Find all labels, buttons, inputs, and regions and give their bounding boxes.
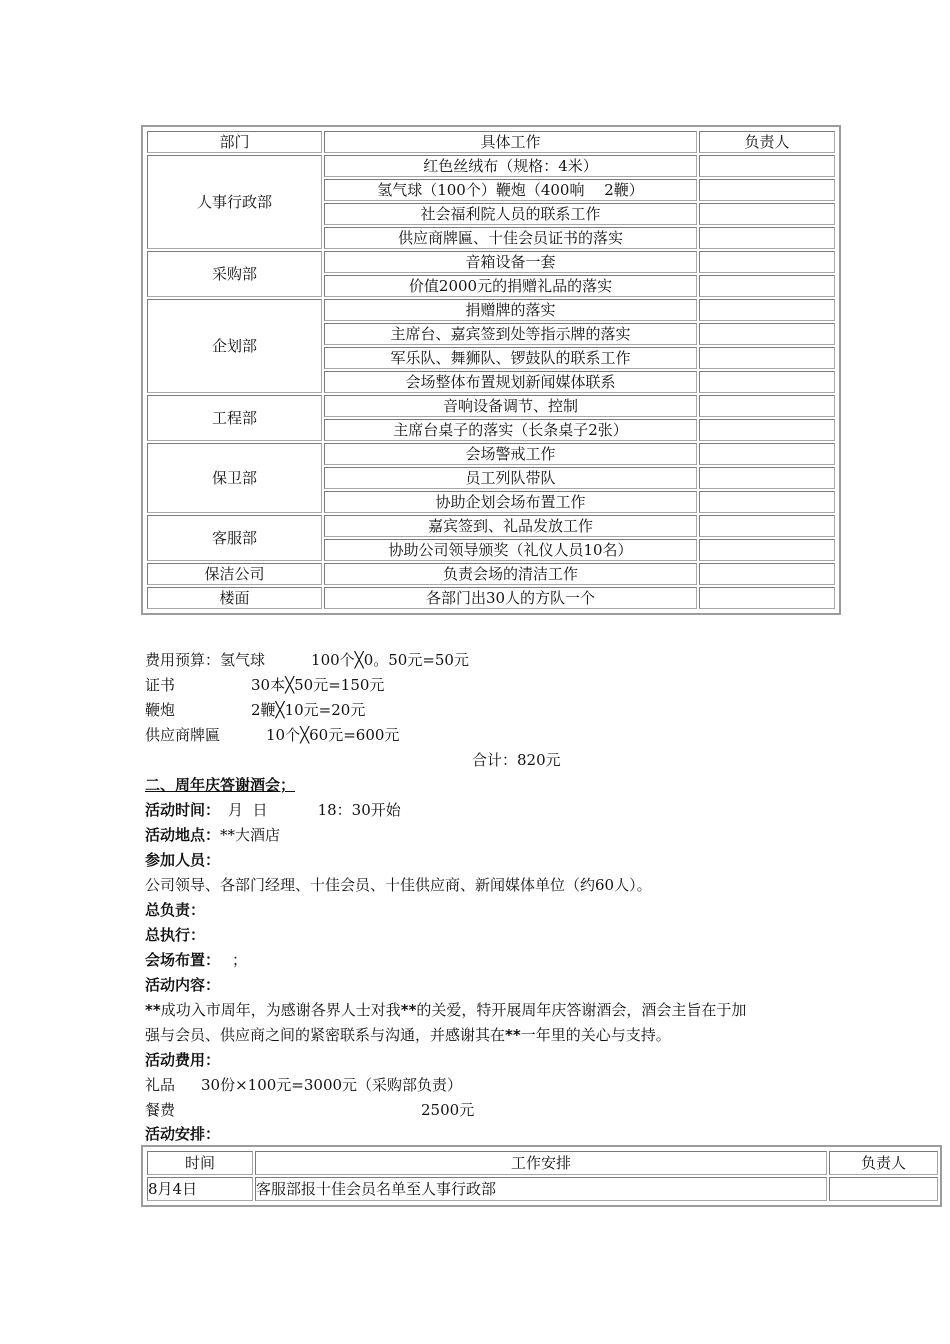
stars: **	[400, 1001, 417, 1019]
task-cell: 音响设备调节、控制	[324, 395, 697, 417]
activity-place-label: 活动地点：	[145, 826, 221, 844]
row-time: 8月4日	[147, 1177, 253, 1201]
department-task-table	[141, 125, 841, 615]
table-row	[147, 515, 835, 537]
budget-label: 费用预算：	[145, 651, 221, 669]
chief-label: 总负责：	[145, 901, 206, 919]
owner-cell	[699, 275, 835, 297]
header-department: 部门	[147, 131, 322, 153]
header-arrangement: 工作安排	[255, 1151, 827, 1175]
owner-cell	[699, 227, 835, 249]
activity-place	[145, 825, 280, 845]
owner-cell	[699, 563, 835, 585]
content-text: 强与会员、供应商之间的紧密联系与沟通，并感谢其在	[145, 1026, 506, 1044]
task-cell: 协助公司领导颁奖（礼仪人员10名）	[324, 539, 697, 561]
task-cell: 价值2000元的捐赠礼品的落实	[324, 275, 697, 297]
department-cell: 保卫部	[147, 443, 322, 513]
department-cell: 人事行政部	[147, 155, 322, 249]
venue-label: 会场布置：	[145, 951, 221, 969]
owner-cell	[699, 491, 835, 513]
department-cell: 企划部	[147, 299, 322, 393]
task-cell: 会场警戒工作	[324, 443, 697, 465]
content-paragraph-line-1	[145, 1000, 746, 1020]
header-owner: 负责人	[829, 1151, 938, 1175]
owner-cell	[699, 347, 835, 369]
task-cell: 负责会场的清洁工作	[324, 563, 697, 585]
cost-item: 餐费	[145, 1101, 176, 1119]
department-cell: 采购部	[147, 251, 322, 297]
table-row	[147, 251, 835, 273]
owner-cell	[699, 587, 835, 609]
table-row	[147, 395, 835, 417]
budget-calc: 30本╳50元=150元	[251, 676, 385, 694]
budget-item: 证书	[145, 676, 176, 694]
table-row	[147, 587, 835, 609]
stars: **	[145, 1001, 161, 1019]
content-text: 成功入市周年，为感谢各界人士对我	[160, 1001, 401, 1019]
content-text: 一年里的关心与支持。	[520, 1026, 671, 1044]
department-cell: 工程部	[147, 395, 322, 441]
executive-label: 总执行：	[145, 926, 206, 944]
schedule-label: 活动安排：	[145, 1125, 221, 1143]
row-task: 客服部报十佳会员名单至人事行政部	[255, 1177, 827, 1201]
owner-cell	[699, 419, 835, 441]
cost-calc: 2500元	[421, 1101, 475, 1119]
cost-row-meal	[145, 1100, 474, 1120]
budget-item: 供应商牌匾	[145, 726, 221, 744]
budget-line-4	[145, 725, 399, 745]
owner-cell	[699, 179, 835, 201]
budget-calc: 100个╳0。50元=50元	[311, 651, 469, 669]
owner-cell	[699, 443, 835, 465]
participants-value: 公司领导、各部门经理、十佳会员、十佳供应商、新闻媒体单位（约60人）。	[145, 876, 652, 894]
task-cell: 员工列队带队	[324, 467, 697, 489]
task-cell: 各部门出30人的方队一个	[324, 587, 697, 609]
owner-cell	[699, 539, 835, 561]
participants-label: 参加人员：	[145, 851, 221, 869]
budget-item: 鞭炮	[145, 701, 176, 719]
table-row	[147, 1177, 938, 1201]
task-cell: 供应商牌匾、十佳会员证书的落实	[324, 227, 697, 249]
owner-cell	[699, 251, 835, 273]
owner-cell	[699, 203, 835, 225]
owner-cell	[699, 371, 835, 393]
task-cell: 军乐队、舞狮队、锣鼓队的联系工作	[324, 347, 697, 369]
venue-value: ；	[232, 951, 248, 969]
venue-setup	[145, 950, 247, 970]
content-paragraph-line-2	[145, 1025, 671, 1045]
content-label: 活动内容：	[145, 976, 221, 994]
owner-cell	[699, 515, 835, 537]
owner-cell	[699, 323, 835, 345]
budget-line-1	[145, 650, 469, 670]
task-cell: 主席台、嘉宾签到处等指示牌的落实	[324, 323, 697, 345]
owner-cell	[699, 155, 835, 177]
activity-time-date: 月 日	[228, 801, 268, 819]
header-time: 时间	[147, 1151, 253, 1175]
task-cell: 协助企划会场布置工作	[324, 491, 697, 513]
budget-line-2	[145, 675, 384, 695]
stars: **	[505, 1026, 521, 1044]
budget-total: 合计：820元	[472, 751, 561, 769]
section-title: 二、周年庆答谢酒会；	[145, 776, 296, 794]
table-row	[147, 563, 835, 585]
owner-cell	[699, 299, 835, 321]
task-cell: 捐赠牌的落实	[324, 299, 697, 321]
content-text: 的关爱，特开展周年庆答谢酒会，酒会主旨在于加	[416, 1001, 747, 1019]
task-cell: 氢气球（100个）鞭炮（400响 2鞭）	[324, 179, 697, 201]
header-owner: 负责人	[699, 131, 835, 153]
activity-time-label: 活动时间：	[145, 801, 221, 819]
budget-calc: 10个╳60元=600元	[266, 726, 400, 744]
table-row	[147, 443, 835, 465]
table-row	[147, 299, 835, 321]
task-cell: 嘉宾签到、礼品发放工作	[324, 515, 697, 537]
task-cell: 会场整体布置规划新闻媒体联系	[324, 371, 697, 393]
table-row	[147, 155, 835, 177]
budget-item: 氢气球	[220, 651, 266, 669]
task-cell: 主席台桌子的落实（长条桌子2张）	[324, 419, 697, 441]
schedule-table	[141, 1145, 942, 1207]
task-cell: 音箱设备一套	[324, 251, 697, 273]
table-header-row	[147, 1151, 938, 1175]
cost-calc: 30份×100元=3000元（采购部负责）	[201, 1076, 463, 1094]
task-cell: 红色丝绒布（规格：4米）	[324, 155, 697, 177]
cost-item: 礼品	[145, 1076, 176, 1094]
activity-time-clock: 18：30开始	[317, 801, 401, 819]
activity-place-value: **大酒店	[220, 826, 281, 844]
table-header-row	[147, 131, 835, 153]
department-cell: 楼面	[147, 587, 322, 609]
owner-cell	[699, 395, 835, 417]
budget-calc: 2鞭╳10元=20元	[251, 701, 366, 719]
row-owner	[829, 1177, 938, 1201]
header-task: 具体工作	[324, 131, 697, 153]
task-cell: 社会福利院人员的联系工作	[324, 203, 697, 225]
activity-time	[145, 800, 401, 820]
cost-label: 活动费用：	[145, 1051, 221, 1069]
owner-cell	[699, 467, 835, 489]
cost-row-gift	[145, 1075, 462, 1095]
budget-line-3	[145, 700, 365, 720]
department-cell: 客服部	[147, 515, 322, 561]
department-cell: 保洁公司	[147, 563, 322, 585]
